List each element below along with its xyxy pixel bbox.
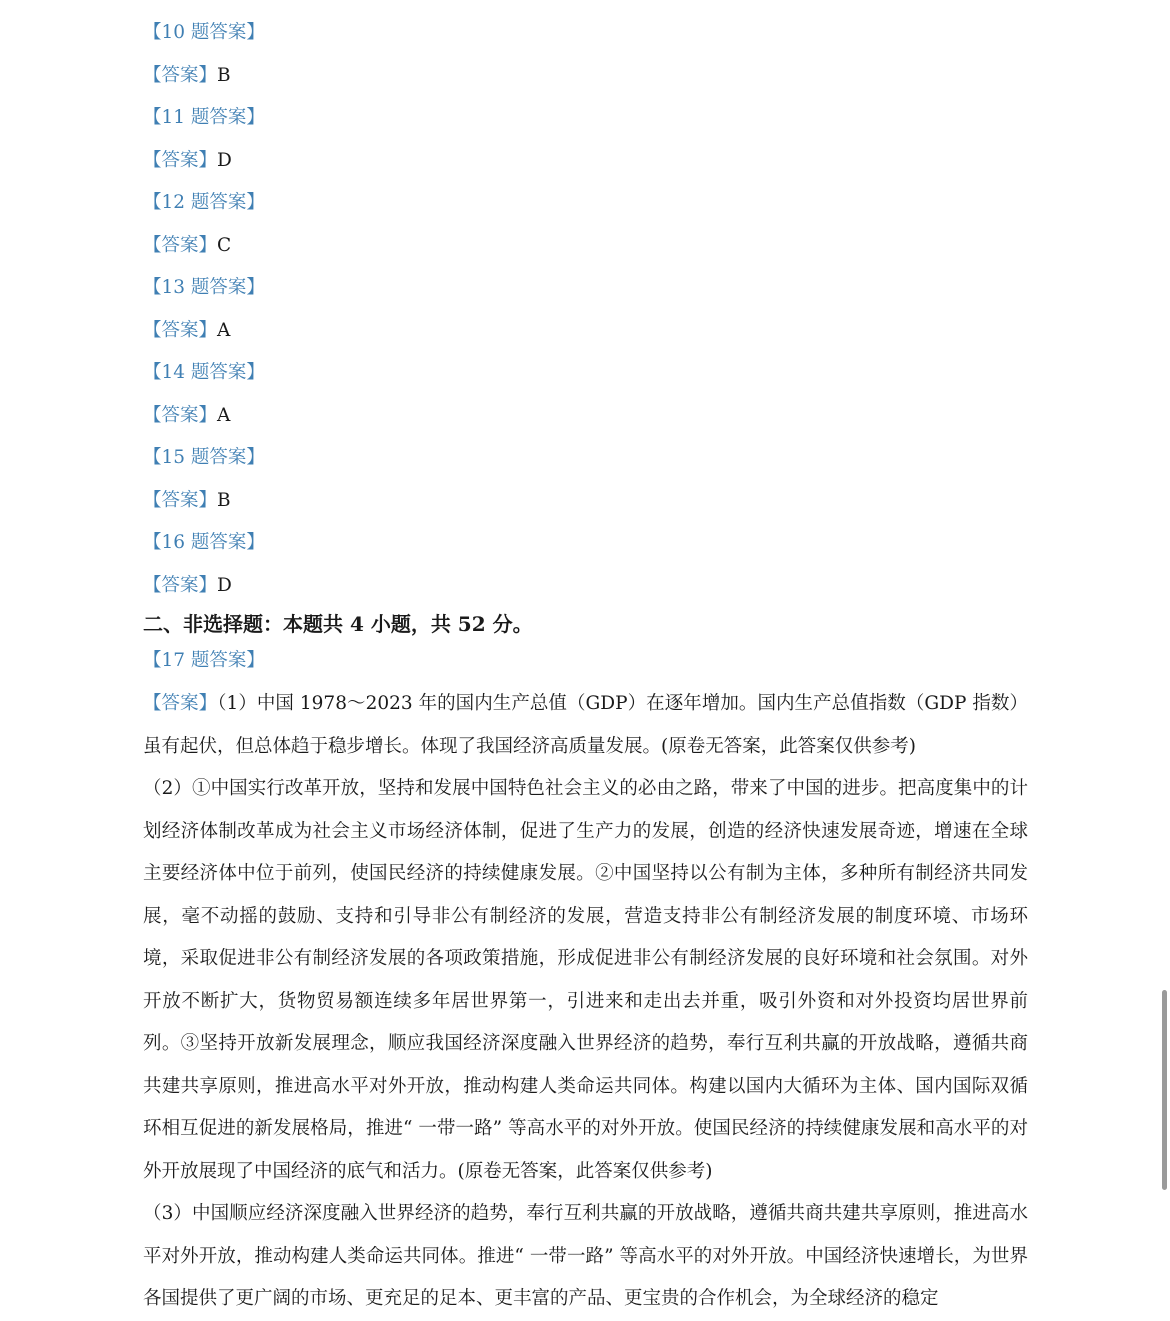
answer-value: D	[217, 575, 232, 596]
answer-part-3: （3）中国顺应经济深度融入世界经济的趋势，奉行互利共赢的开放战略，遵循共商共建共享原则，推进高水平对外开放，推动构建人类命运共同体。推进“ 一带一路” 等高水平的对外开放。中国经济快速增长，为世界各国提供了更广阔的市场、更充足的足本、更丰富的产品、更宝贵的合作机会，为全球经济的稳定	[143, 1203, 1028, 1309]
answer-line	[143, 149, 232, 173]
answer-tag: 【答案】	[143, 575, 218, 596]
answer-value: D	[217, 150, 232, 171]
answer-tag: 【答案】	[143, 405, 218, 426]
answer-tag: 【答案】	[143, 150, 218, 171]
answer-part-1: （1）中国 1978～2023 年的国内生产总值（GDP）在逐年增加。国内生产总值指数（GDP 指数）虽有起伏，但总体趋于稳步增长。体现了我国经济高质量发展。(原卷无答案，此答案仅供参考)	[143, 693, 1028, 757]
answer-value: C	[217, 235, 232, 256]
question-label: 【17 题答案】	[143, 650, 265, 671]
answer-line	[143, 64, 231, 88]
answer-tag: 【答案】	[143, 320, 218, 341]
answer-tag: 【答案】	[143, 693, 218, 714]
answer-paragraph-2	[143, 768, 1028, 1193]
answer-value: A	[217, 405, 231, 426]
vertical-scrollbar[interactable]	[1162, 990, 1167, 1190]
answer-value: B	[217, 490, 231, 511]
question-label: 【11 题答案】	[143, 107, 265, 128]
answer-value: A	[217, 320, 231, 341]
question-label: 【15 题答案】	[143, 447, 265, 468]
section-heading: 二、非选择题：本题共 4 小题，共 52 分。	[143, 612, 533, 636]
answer-line	[143, 404, 230, 428]
answer-line	[143, 319, 230, 343]
answer-paragraph-3	[143, 1193, 1028, 1321]
question-label: 【10 题答案】	[143, 22, 265, 43]
answer-paragraph-1	[143, 683, 1028, 768]
answer-line	[143, 489, 231, 513]
answer-tag: 【答案】	[143, 65, 218, 86]
question-label: 【12 题答案】	[143, 192, 265, 213]
answer-line	[143, 234, 231, 258]
answer-value: B	[217, 65, 231, 86]
answer-part-2: （2）①中国实行改革开放，坚持和发展中国特色社会主义的必由之路，带来了中国的进步。把高度集中的计划经济体制改革成为社会主义市场经济体制，促进了生产力的发展，创造的经济快速发展奇迹，增速在全球主要经济体中位于前列，使国民经济的持续健康发展。②中国坚持以公有制为主体，多种所有制经济共同发展，毫不动摇的鼓励、支持和引导非公有制经济的发展，营造支持非公有制经济发展的制度环境、市场环境，采取促进非公有制经济发展的各项政策措施，形成促进非公有制经济发展的良好环境和社会氛围。对外开放不断扩大，货物贸易额连续多年居世界第一，引进来和走出去并重，吸引外资和对外投资均居世界前列。③坚持开放新发展理念，顺应我国经济深度融入世界经济的趋势，奉行互利共赢的开放战略，遵循共商共建共享原则，推进高水平对外开放，推动构建人类命运共同体。构建以国内大循环为主体、国内国际双循环相互促进的新发展格局，推进“ 一带一路” 等高水平的对外开放。使国民经济的持续健康发展和高水平的对外开放展现了中国经济的底气和活力。(原卷无答案，此答案仅供参考)	[143, 778, 1028, 1182]
question-label: 【13 题答案】	[143, 277, 265, 298]
question-label: 【14 题答案】	[143, 362, 265, 383]
answer-line	[143, 574, 232, 598]
question-label: 【16 题答案】	[143, 532, 265, 553]
answer-tag: 【答案】	[143, 490, 218, 511]
answer-tag: 【答案】	[143, 235, 218, 256]
